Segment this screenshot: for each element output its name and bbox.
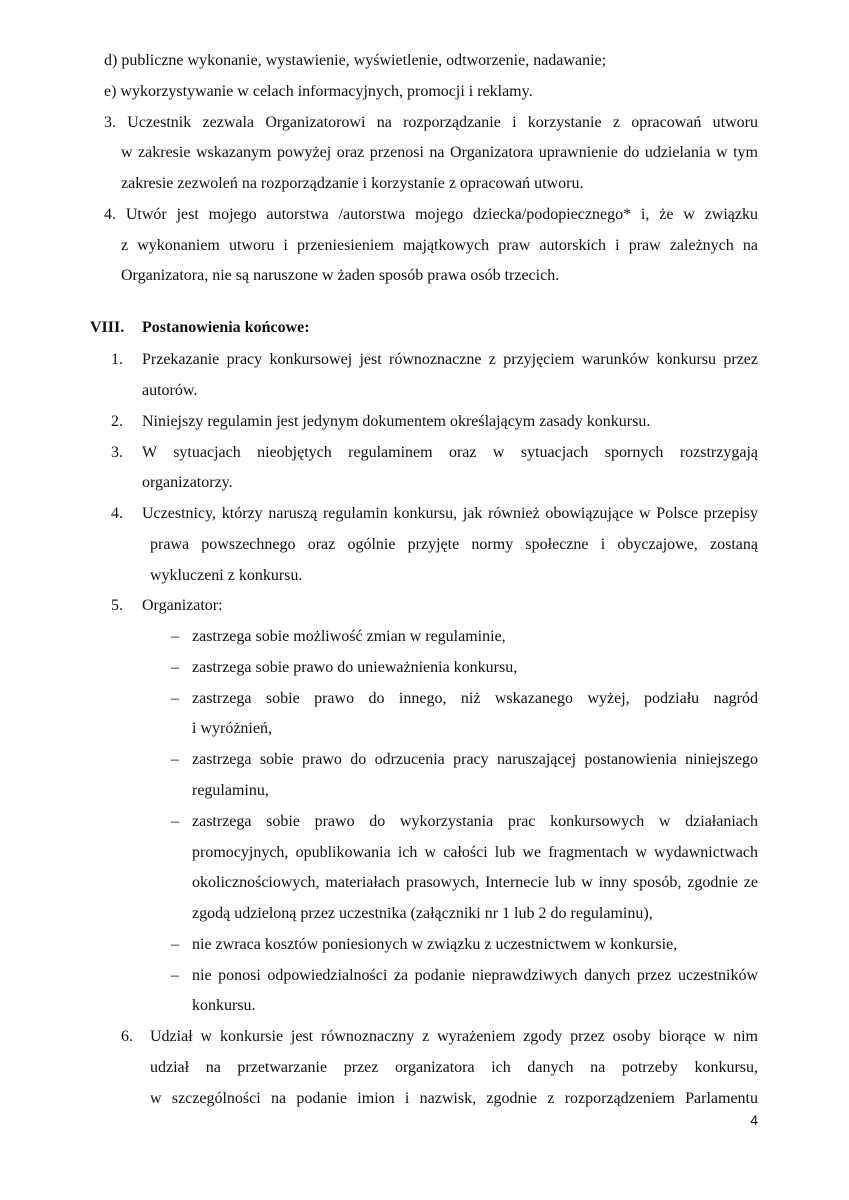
item-1-line-2: autorów. — [142, 382, 198, 399]
list-item-3-line-3: zakresie zezwoleń na rozporządzanie i korzystanie z opracowań utworu. — [121, 175, 584, 192]
bullet-3-line-1: zastrzega sobie prawo do innego, niż wskazanego wyżej, podziału nagród — [192, 690, 758, 707]
item-3-line-2: organizatorzy. — [142, 474, 233, 491]
list-item-3-line-2: w zakresie wskazanym powyżej oraz przenosi na Organizatora uprawnienie do udzielania w tym — [121, 144, 758, 161]
bullet-1-line-1: zastrzega sobie możliwość zmian w regulaminie, — [192, 628, 506, 645]
bullet-6-line-1: nie zwraca kosztów poniesionych w związku z uczestnictwem w konkursie, — [192, 936, 678, 953]
section-number: VIII. — [90, 319, 125, 336]
bullet-7-line-1: nie ponosi odpowiedzialności za podanie nieprawdziwych danych przez uczestników — [192, 967, 758, 984]
dash-bullet: – — [171, 659, 179, 676]
item-number: 3. — [111, 444, 123, 461]
item-2-line-1: Niniejszy regulamin jest jedynym dokumentem określającym zasady konkursu. — [142, 413, 651, 430]
page-number: 4 — [750, 1112, 758, 1128]
dash-bullet: – — [171, 967, 179, 984]
bullet-5-line-3: okolicznościowych, materiałach prasowych, Internecie lub w inny sposób, zgodnie ze — [192, 874, 758, 891]
item-number: 2. — [111, 413, 123, 430]
bullet-7-line-2: konkursu. — [192, 997, 256, 1014]
bullet-3-line-2: i wyróżnień, — [192, 720, 272, 737]
item-number: 5. — [111, 597, 123, 614]
bullet-4-line-1: zastrzega sobie prawo do odrzucenia pracy naruszającej postanowienia niniejszego — [192, 751, 758, 768]
item-3-line-1: W sytuacjach nieobjętych regulaminem oraz w sytuacjach spornych rozstrzygają — [142, 444, 758, 461]
list-item-4-line-2: z wykonaniem utworu i przeniesieniem majątkowych praw autorskich i praw zależnych na — [121, 237, 758, 254]
item-4-line-1: Uczestnicy, którzy naruszą regulamin konkursu, jak również obowiązujące w Polsce przepisy — [142, 505, 758, 522]
list-item-3-line-1: 3. Uczestnik zezwala Organizatorowi na rozporządzanie i korzystanie z opracowań utworu — [104, 114, 758, 131]
bullet-5-line-1: zastrzega sobie prawo do wykorzystania prac konkursowych w działaniach — [192, 813, 758, 830]
item-6-line-3: w szczególności na podanie imion i nazwisk, zgodnie z rozporządzeniem Parlamentu — [150, 1090, 758, 1107]
dash-bullet: – — [171, 751, 179, 768]
item-4-line-3: wykluczeni z konkursu. — [150, 567, 303, 584]
bullet-2-line-1: zastrzega sobie prawo do unieważnienia konkursu, — [192, 659, 518, 676]
item-6-line-1: Udział w konkursie jest równoznaczny z wyrażeniem zgody przez osoby biorące w nim — [150, 1028, 758, 1045]
bullet-5-line-2: promocyjnych, opublikowania ich w całości lub we fragmentach w wydawnictwach — [192, 844, 758, 861]
list-item-4-line-1: 4. Utwór jest mojego autorstwa /autorstwa mojego dziecka/podopiecznego* i, że w związku — [104, 206, 758, 223]
list-item-e: e) wykorzystywanie w celach informacyjnych, promocji i reklamy. — [104, 83, 533, 100]
dash-bullet: – — [171, 690, 179, 707]
item-number: 1. — [111, 351, 123, 368]
item-6-line-2: udział na przetwarzanie przez organizatora ich danych na potrzeby konkursu, — [150, 1059, 758, 1076]
item-1-line-1: Przekazanie pracy konkursowej jest równoznaczne z przyjęciem warunków konkursu przez — [142, 351, 758, 368]
section-title: Postanowienia końcowe: — [142, 319, 310, 336]
dash-bullet: – — [171, 628, 179, 645]
bullet-5-line-4: zgodą udzieloną przez uczestnika (załączniki nr 1 lub 2 do regulaminu), — [192, 905, 653, 922]
dash-bullet: – — [171, 936, 179, 953]
bullet-4-line-2: regulaminu, — [192, 782, 269, 799]
item-number: 4. — [111, 505, 123, 522]
item-number: 6. — [121, 1028, 133, 1045]
dash-bullet: – — [171, 813, 179, 830]
list-item-4-line-3: Organizatora, nie są naruszone w żaden sposób prawa osób trzecich. — [121, 267, 560, 284]
item-5-line-1: Organizator: — [142, 597, 223, 614]
list-item-d: d) publiczne wykonanie, wystawienie, wyświetlenie, odtworzenie, nadawanie; — [104, 52, 607, 69]
item-4-line-2: prawa powszechnego oraz ogólnie przyjęte normy społeczne i obyczajowe, zostaną — [150, 536, 758, 553]
